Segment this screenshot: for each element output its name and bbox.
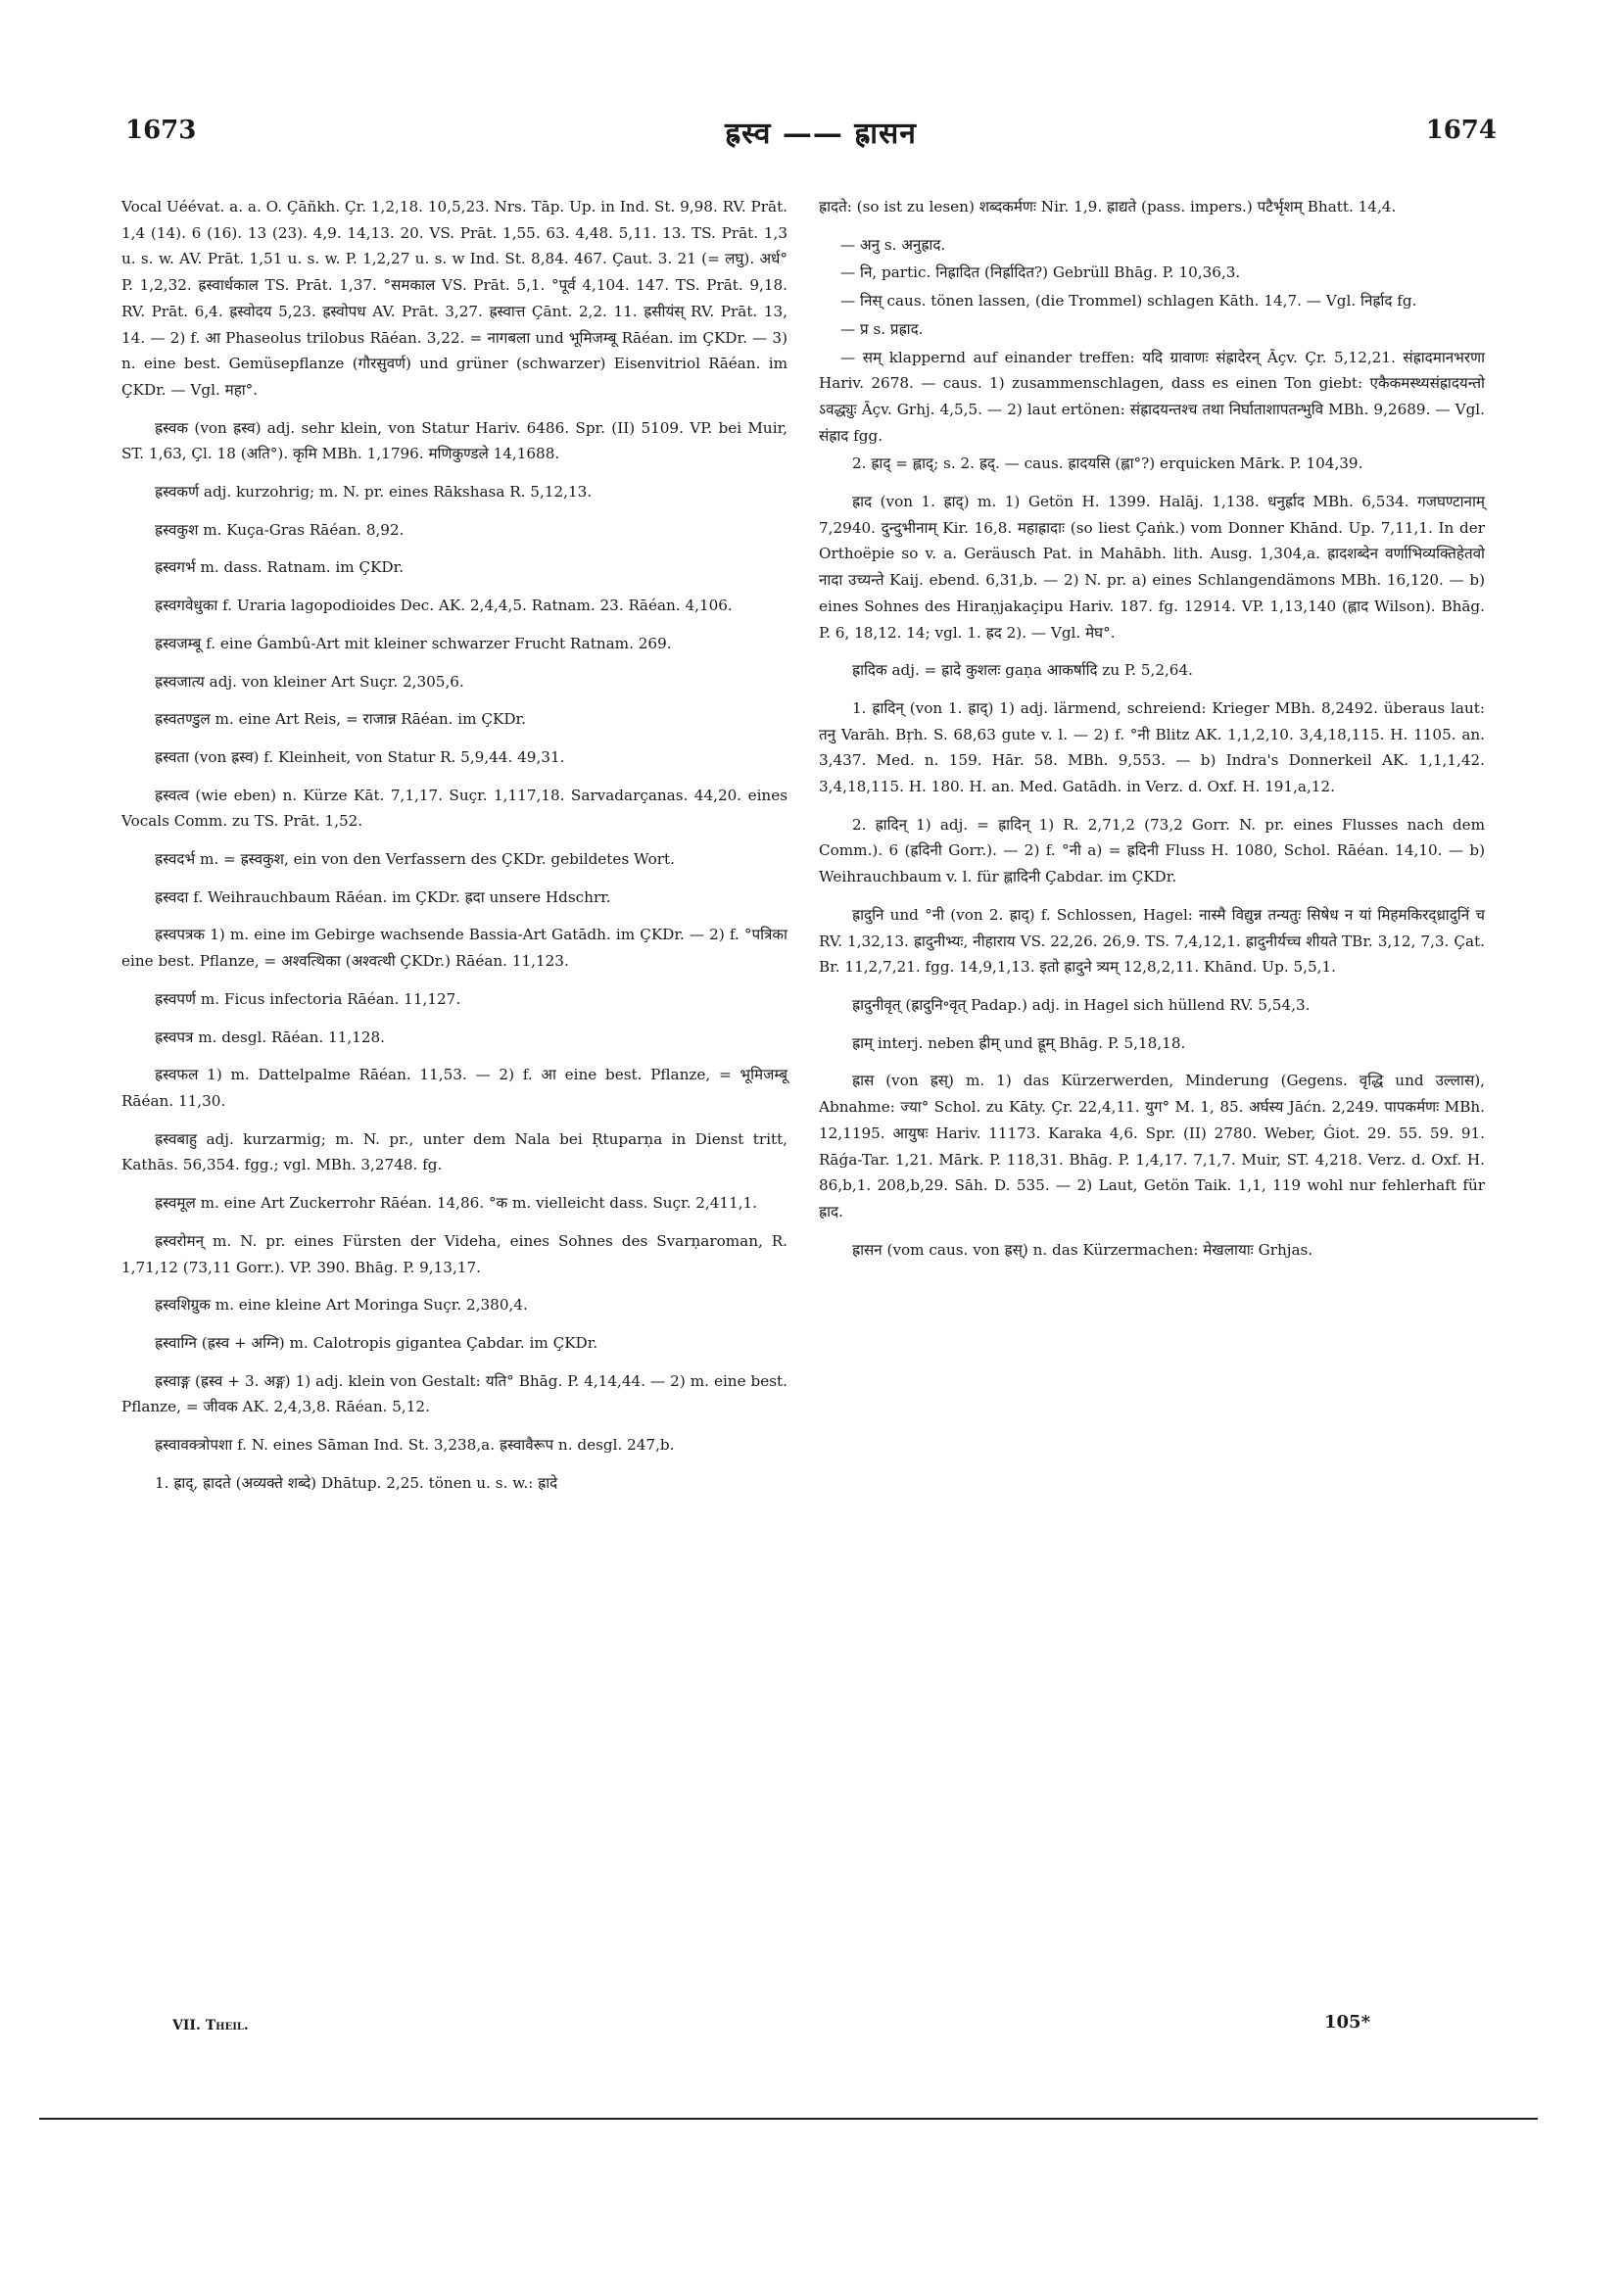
volume-note: VII. Theil. bbox=[172, 2018, 249, 2033]
dictionary-entry: — नि, partic. निह्रादित (निर्ह्रादित?) Gebrüll Bhāg. P. 10,36,3. bbox=[840, 263, 1241, 282]
dictionary-entry: — निस् caus. tönen lassen, (die Trommel) schlagen Kāth. 14,7. — Vgl. निर्ह्राद fg. bbox=[840, 292, 1417, 311]
dictionary-entry: ह्रस्वक (von ह्रस्व) adj. sehr klein, von Statur Hariv. 6486. Spr. (II) 5109. VP. bei Muir, ST. 1,63, Çl. 18 (अति°). कृमि MBh. 1,1796. मणिकुण्डले 14,1688. bbox=[121, 418, 787, 463]
dictionary-entry: ह्रस्वावक्त्रोपशा f. N. eines Sāman Ind. St. 3,238,a. ह्रस्वावैरूप n. desgl. 247,b. bbox=[155, 1436, 675, 1455]
dictionary-entry: ह्रस्वपत्रक 1) m. eine im Gebirge wachsende Bassia-Art Gatādh. im ÇKDr. — 2) f. °पत्रिका eine best. Pflanze, = अश्वत्थिका (अश्वत्थी ÇKDr.) Rāéan. 11,123. bbox=[121, 926, 787, 971]
dictionary-entry: ह्रस्वमूल m. eine Art Zuckerrohr Rāéan. 14,86. °क m. vielleicht dass. Suçr. 2,411,1. bbox=[155, 1194, 758, 1213]
dictionary-entry: ह्रस्वजम्बू f. eine Ǵambû-Art mit kleiner schwarzer Frucht Ratnam. 269. bbox=[155, 634, 672, 652]
dictionary-entry: ह्रस्वदर्भ m. = ह्रस्वकुश, ein von den Verfassern des ÇKDr. gebildetes Wort. bbox=[155, 850, 675, 869]
dictionary-entry: Vocal Uéévat. a. a. O. Çāñkh. Çr. 1,2,18. 10,5,23. Nrs. Tāp. Up. in Ind. St. 9,98. RV. Prāt. 1,4 (14). 6 (16). 13 (23). 4,9. 14,13. 20. VS. Prāt. 1,55. 63. 4,48. 5,11. 13. TS. Prāt. 1,3 u. s. w. AV. Prāt. 1,51 u. s. w. P. 1,2,27 u. s. w Ind. St. 8,84. 467. Çaut. 3. 21 (= लघु). अर्ध° P. 1,2,32. ह्रस्वार्धकाल TS. Prāt. 1,37. °समकाल VS. Prāt. 5,1. °पूर्व 4,104. 147. TS. Prāt. 9,18. RV. Prāt. 6,4. ह्रस्वोदय 5,23. ह्रस्वोपध AV. Prāt. 3,27. ह्रस्वात्त Çānt. 2,2. 11. ह्रसीयंस् RV. Prāt. 13, 14. — 2) f. आ Phaseolus trilobus Rāéan. 3,22. = नागबला und भूमिजम्बू Rāéan. im ÇKDr. — 3) n. eine best. Gemüsepflanze (गौरसुवर्ण) und grüner (schwarzer) Eisenvitriol Rāéan. im ÇKDr. — Vgl. महा°. bbox=[121, 198, 787, 399]
dictionary-entry: ह्रस्वगर्भ m. dass. Ratnam. im ÇKDr. bbox=[155, 558, 405, 577]
bottom-rule bbox=[39, 2118, 1538, 2120]
dictionary-entry: — प्र s. प्रह्राद. bbox=[840, 319, 924, 338]
dictionary-entry: ह्रस्वजात्य adj. von kleiner Art Suçr. 2,305,6. bbox=[155, 672, 464, 691]
dictionary-entry: ह्रस्वत्व (wie eben) n. Kürze Kāt. 7,1,17. Suçr. 1,117,18. Sarvadarçanas. 44,20. eines Vocals Comm. zu TS. Prāt. 1,52. bbox=[121, 786, 787, 831]
dictionary-entry: ह्रस्वकुश m. Kuça-Gras Rāéan. 8,92. bbox=[155, 520, 405, 539]
dictionary-entry: ह्रादिक adj. = ह्रादे कुशलः gaṇa आकर्षादि zu P. 5,2,64. bbox=[852, 661, 1193, 680]
dictionary-entry: ह्रस्वफल 1) m. Dattelpalme Rāéan. 11,53. — 2) f. आ eine best. Pflanze, = भूमिजम्बू Rāéan. 11,30. bbox=[121, 1066, 787, 1110]
page-header bbox=[125, 116, 1497, 165]
running-head: ह्रस्व —— ह्रासन bbox=[725, 117, 917, 151]
dictionary-entry: ह्राद (von 1. ह्राद्) m. 1) Getön H. 1399. Halāj. 1,138. धनुर्ह्राद MBh. 6,534. गजघण्टानाम् 7,2940. दुन्दुभीनाम् Kir. 16,8. महाह्रादाः (so liest Çaṅk.) vom Donner Khānd. Up. 7,11,1. In der Orthoëpie so v. a. Geräusch Pat. in Mahābh. lith. Ausg. 1,304,a. ह्रादशब्देन वर्णाभिव्यक्तिहेतवो नादा उच्यन्ते Kaij. ebend. 6,31,b. — 2) N. pr. a) eines Schlangendämons MBh. 16,120. — b) eines Sohnes des Hiraṇjakaçipu Hariv. 187. fg. 12914. VP. 1,13,140 (ह्लाद Wilson). Bhāg. P. 6, 18,12. 14; vgl. 1. ह्रद 2). — Vgl. मेघ°. bbox=[819, 493, 1485, 642]
dictionary-entry: ह्रास (von ह्रस्) m. 1) das Kürzerwerden, Minderung (Gegens. वृद्धि und उल्लास), Abnahme: ज्या° Schol. zu Kāty. Çr. 22,4,11. युग° M. 1, 85. अर्घस्य Jāćn. 2,249. पापकर्मणः MBh. 12,1195. आयुषः Hariv. 11173. Karaka 4,6. Spr. (II) 2780. Weber, Ǵiot. 29. 55. 59. 91. Rāǵa-Tar. 1,21. Mārk. P. 118,31. Bhāg. P. 1,4,17. 7,1,7. Muir, ST. 4,218. Verz. d. Oxf. H. 86,b,1. 208,b,29. Sāh. D. 535. — 2) Laut, Getön Taik. 1,1, 119 wohl nur fehlerhaft für ह्राद. bbox=[819, 1072, 1485, 1220]
dictionary-entry: 1. ह्रादिन् (von 1. ह्राद्) 1) adj. lärmend, schreiend: Krieger MBh. 8,2492. überaus laut: तनु Varāh. Bṛh. S. 68,63 gute v. l. — 2) f. °नी Blitz AK. 1,1,2,10. 3,4,18,115. H. 1105. an. 3,437. Med. n. 159. Hār. 58. MBh. 9,553. — b) Indra's Donnerkeil AK. 1,1,1,42. 3,4,18,115. H. 180. H. an. Med. Gatādh. in Verz. d. Oxf. H. 191,a,12. bbox=[819, 698, 1485, 796]
page-number-left: 1673 bbox=[125, 116, 197, 145]
dictionary-entry: ह्रस्वशिग्रुक m. eine kleine Art Moringa Suçr. 2,380,4. bbox=[155, 1296, 528, 1315]
dictionary-entry: ह्रस्वाग्नि (ह्रस्व + अग्नि) m. Calotropis gigantea Çabdar. im ÇKDr. bbox=[155, 1333, 598, 1352]
left-column bbox=[121, 194, 787, 1507]
dictionary-entry: ह्रस्वरोमन् m. N. pr. eines Fürsten der Videha, eines Sohnes des Svarṇaroman, R. 1,71,12 (73,11 Gorr.). VP. 390. Bhāg. P. 9,13,17. bbox=[121, 1231, 787, 1276]
signature-mark: 105* bbox=[1324, 2012, 1370, 2033]
dictionary-entry: ह्रादुनीवृत् (ह्रादुनि॰वृत् Padap.) adj. in Hagel sich hüllend RV. 5,54,3. bbox=[852, 995, 1311, 1014]
dictionary-entry: 2. ह्रादिन् 1) adj. = ह्रादिन् 1) R. 2,71,2 (73,2 Gorr. N. pr. eines Flusses nach dem Comm.). 6 (ह्रदिनी Gorr.). — 2) f. °नी a) = ह्रदिनी Fluss H. 1080, Schol. Rāéan. 14,10. — b) Weihrauchbaum v. l. für ह्लादिनी Çabdar. im ÇKDr. bbox=[819, 815, 1485, 886]
dictionary-entry: ह्रासन (vom caus. von ह्रस्) n. das Kürzermachen: मेखलायाः Grhjas. bbox=[852, 1240, 1313, 1259]
right-column bbox=[819, 194, 1485, 1274]
page-number-right: 1674 bbox=[1425, 116, 1497, 145]
dictionary-entry: ह्रस्वगवेधुका f. Uraria lagopodioides Dec. AK. 2,4,4,5. Ratnam. 23. Rāéan. 4,106. bbox=[155, 597, 733, 615]
dictionary-entry: ह्रस्वकर्ण adj. kurzohrig; m. N. pr. eines Rākshasa R. 5,12,13. bbox=[155, 483, 593, 502]
dictionary-entry: ह्रस्वपत्र m. desgl. Rāéan. 11,128. bbox=[155, 1028, 385, 1046]
dictionary-entry: ह्रस्वाङ्ग (ह्रस्व + 3. अङ्ग) 1) adj. klein von Gestalt: यति° Bhāg. P. 4,14,44. — 2) m. eine best. Pflanze, = जीवक AK. 2,4,3,8. Rāéan. 5,12. bbox=[121, 1371, 787, 1416]
dictionary-entry: ह्रस्वता (von ह्रस्व) f. Kleinheit, von Statur R. 5,9,44. 49,31. bbox=[155, 747, 565, 766]
dictionary-entry: 2. ह्राद् = ह्लाद्; s. 2. ह्रद्. — caus. ह्रादयसि (ह्ला°?) erquicken Mārk. P. 104,39. bbox=[852, 454, 1363, 473]
dictionary-entry: — सम् klappernd auf einander treffen: यदि ग्रावाणः संह्रादेरन् Āçv. Çr. 5,12,21. संह्रादमानभरणा Hariv. 2678. — caus. 1) zusammenschlagen, dass es einen Ton giebt: एकैकमस्थ्यसंह्रादयन्तो ऽवद्ध्युः Āçv. Grhj. 4,5,5. — 2) laut ertönen: संह्रादयन्तश्च तथा निर्घाताशापतन्भुवि MBh. 9,2689. — Vgl. संह्राद fgg. bbox=[819, 348, 1485, 445]
dictionary-entry: ह्रस्वदा f. Weihrauchbaum Rāéan. im ÇKDr. ह्रदा unsere Hdschrr. bbox=[155, 887, 611, 906]
dictionary-entry: — अनु s. अनुह्राद. bbox=[840, 235, 946, 254]
dictionary-entry: ह्रस्वतण्डुल m. eine Art Reis, = राजान्न Rāéan. im ÇKDr. bbox=[155, 710, 526, 729]
dictionary-entry: ह्रस्वपर्ण m. Ficus infectoria Rāéan. 11,127. bbox=[155, 989, 461, 1008]
dictionary-entry: ह्राम् interj. neben ह्रीम् und ह्रूम् Bhāg. P. 5,18,18. bbox=[852, 1033, 1186, 1052]
dictionary-entry: ह्रादते: (so ist zu lesen) शब्दकर्मणः Nir. 1,9. ह्राद्यते (pass. impers.) पटैर्भृशम् Bhatt. 14,4. bbox=[819, 198, 1397, 215]
dictionary-entry: ह्रस्वबाहु adj. kurzarmig; m. N. pr., unter dem Nala bei Ṛtuparṇa in Dienst tritt, Kathās. 56,354. fgg.; vgl. MBh. 3,2748. fg. bbox=[121, 1129, 787, 1174]
dictionary-entry: ह्रादुनि und °नी (von 2. ह्राद्) f. Schlossen, Hagel: नास्मै विद्युन्न तन्यतुः सिषेध न यां मिहमकिरद्ध्रादुनिं च RV. 1,32,13. ह्रादुनीभ्यः, नीहाराय VS. 22,26. 26,9. TS. 7,4,12,1. ह्रादुनीर्यच्च शीयते TBr. 3,12, 7,3. Çat. Br. 11,2,7,21. fgg. 14,9,1,13. इतो ह्रादुने त्र्यम् 12,8,2,11. Khānd. Up. 5,5,1. bbox=[819, 905, 1485, 977]
dictionary-entry: 1. ह्राद्, ह्रादते (अव्यक्ते शब्दे) Dhātup. 2,25. tönen u. s. w.: ह्रादे bbox=[155, 1473, 558, 1492]
